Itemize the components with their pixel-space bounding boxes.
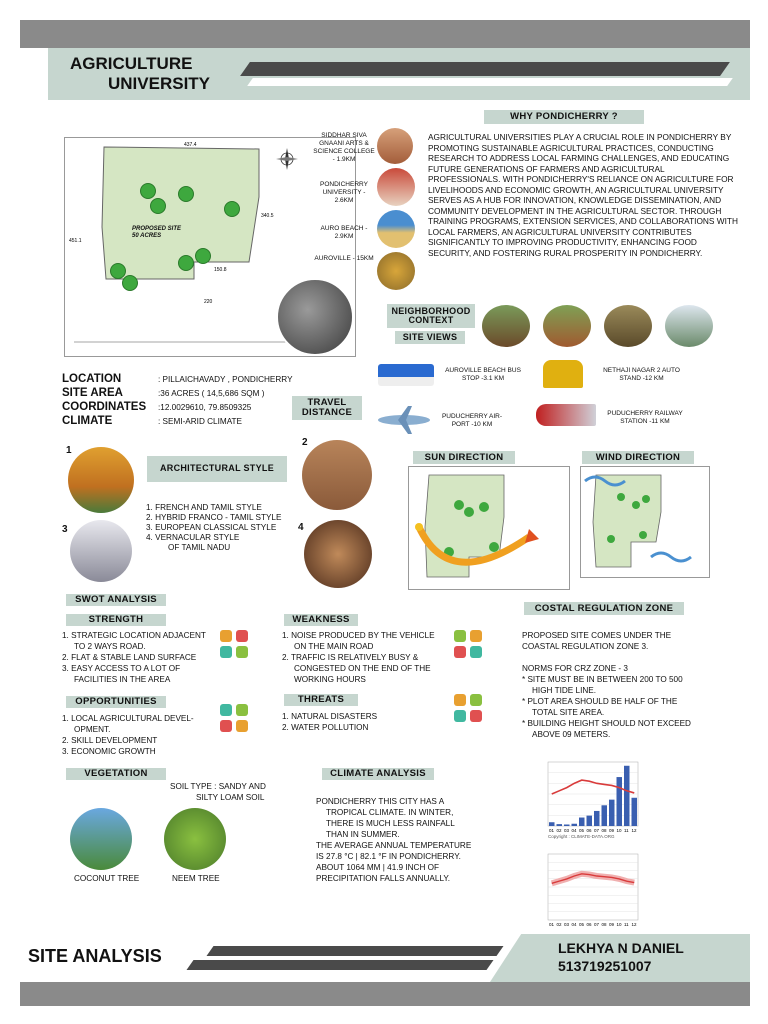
sun-direction-diagram [408,466,570,590]
x-tick-label: 04 [571,922,577,927]
tree-marker [150,198,166,214]
crz-heading: COSTAL REGULATION ZONE [524,602,684,615]
opportunities-heading: OPPORTUNITIES [66,696,166,708]
swot-opportunities-icon [220,704,250,734]
arch-photo-4 [304,520,372,588]
footer-title: SITE ANALYSIS [28,946,162,966]
site-plan-label: PROPOSED SITE 50 ACRES [132,226,182,239]
x-tick-label: 09 [609,828,615,833]
crz-line-8: TOTAL SITE AREA. [532,708,605,717]
tree-marker [122,275,138,291]
x-tick-label: 06 [586,922,592,927]
x-tick-label: 10 [616,828,622,833]
threats-line-2: 2. WATER POLLUTION [282,723,369,732]
travel-railway-label: PUDUCHERRY RAILWAY STATION -11 KM [607,410,683,425]
x-tick-label: 01 [549,828,555,833]
fact-value-site-area: :36 ACRES ( 14,5,686 SQM ) [158,389,265,398]
fact-label-climate: CLIMATE [62,415,113,427]
fact-value-coordinates: :12.0029610, 79.8509325 [158,403,252,412]
x-tick-label: 05 [579,922,585,927]
climate-heading: CLIMATE ANALYSIS [322,768,434,780]
x-tick-label: 02 [556,828,562,833]
fact-label-site-area: SITE AREA [62,387,123,399]
threats-heading: THREATS [284,694,358,706]
swot-heading: SWOT ANALYSIS [66,594,166,606]
opportunities-line-4: 3. ECONOMIC GROWTH [62,747,156,756]
strength-line-2: TO 2 WAYS ROAD. [74,642,146,651]
fact-label-location: LOCATION [62,373,122,385]
weakness-line-5: WORKING HOURS [294,675,366,684]
title-band-white-stripe [247,78,733,86]
x-tick-label: 11 [624,828,629,833]
opportunities-line-1: 1. LOCAL AGRICULTURAL DEVEL- [62,714,194,723]
climate-line-4: THAN IN SUMMER. [326,830,400,839]
site-view-photo [604,305,652,347]
college-photo [377,128,413,164]
climate-chart-rain-temp [512,758,728,840]
soil-line-1: SOIL TYPE : SANDY AND [170,782,266,791]
arch-number-2: 2 [302,437,308,448]
why-heading: WHY PONDICHERRY ? [484,110,644,124]
climate-line-7: ABOUT 1064 MM | 41.9 INCH OF [316,863,440,872]
crz-line-10: ABOVE 09 METERS. [532,730,611,739]
x-tick-label: 01 [549,922,555,927]
swot-threats-icon [454,694,484,724]
svg-text:340.5: 340.5 [261,213,274,219]
x-tick-label: 09 [609,922,615,927]
x-tick-label: 07 [594,828,600,833]
tree-marker [224,201,240,217]
site-view-photo [482,305,530,347]
footer-dark-stripe [186,960,493,970]
arch-photo-3 [70,520,132,582]
rain-bar [609,800,615,826]
coconut-tree-label: COCONUT TREE [74,874,140,883]
threats-line-1: 1. NATURAL DISASTERS [282,712,378,721]
travel-airport-label: PUDUCHERRY AIR-PORT -10 KM [441,413,503,428]
climate-line-5: THE AVERAGE ANNUAL TEMPERATURE [316,841,472,850]
x-tick-label: 05 [579,828,585,833]
strength-heading: STRENGTH [66,614,166,626]
chart-copyright: Copyright : CLIMATE-DATA.ORG [548,834,615,839]
soil-line-2: SILTY LOAM SOIL [196,793,265,802]
x-tick-label: 12 [631,922,637,927]
crz-line-2: COASTAL REGULATION ZONE 3. [522,642,649,651]
crz-line-6: HIGH TIDE LINE. [532,686,596,695]
rain-bar [594,811,600,826]
weakness-heading: WEAKNESS [284,614,358,626]
crz-line-9: * BUILDING HEIGHT SHOULD NOT EXCEED [522,719,691,728]
svg-text:150.8: 150.8 [214,267,227,273]
airplane-icon [376,404,432,436]
svg-text:220: 220 [204,299,213,305]
wind-direction-diagram [580,466,710,578]
title-band-dark-stripe [240,62,730,76]
top-gray-band [20,20,750,48]
page-title-line2: UNIVERSITY [108,74,211,93]
opportunities-line-2: OPMENT. [74,725,111,734]
x-tick-label: 06 [586,828,592,833]
site-dim-top: 437.4 [184,142,197,148]
weakness-line-1: 1. NOISE PRODUCED BY THE VEHICLE [282,631,435,640]
beach-photo [377,210,415,248]
site-views-heading: SITE VIEWS [395,331,465,344]
bus-icon [378,364,434,386]
neem-tree-photo [164,808,226,870]
nearby-2-label: PONDICHERRY UNIVERSITY - 2.6KM [320,181,368,204]
arch-photo-1 [68,447,134,513]
swot-weakness-icon [454,630,484,660]
swot-strength-icon [220,630,250,660]
climate-line-8: PRECIPITATION FALLS ANNUALLY. [316,874,451,883]
opportunities-line-3: 2. SKILL DEVELOPMENT [62,736,158,745]
nearby-4-label: AUROVILLE - 15KM [314,255,374,262]
rain-bar [632,798,638,826]
travel-auto-label: NETHAJI NAGAR 2 AUTO STAND -12 KM [603,367,680,382]
coconut-tree-photo [70,808,132,870]
x-tick-label: 10 [616,922,622,927]
tree-marker [195,248,211,264]
svg-text:451.1: 451.1 [69,238,82,244]
rain-bar [572,824,578,826]
auto-rickshaw-icon [543,360,583,388]
strength-line-3: 2. FLAT & STABLE LAND SURFACE [62,653,197,662]
rain-bar [564,824,570,826]
satellite-map-image [276,278,354,356]
neem-tree-label: NEEM TREE [172,874,220,883]
x-tick-label: 11 [624,922,629,927]
neighborhood-heading: NEIGHBORHOOD CONTEXT [387,304,475,328]
climate-line-2: TROPICAL CLIMATE. IN WINTER, [326,808,454,817]
climate-line-3: THERE IS MUCH LESS RAINFALL [326,819,455,828]
sun-direction-heading: SUN DIRECTION [413,451,515,464]
rain-bar [557,824,563,826]
fact-label-coordinates: COORDINATES [62,401,147,413]
page-title-line1: AGRICULTURE [70,54,193,73]
arch-item-2: 2. HYBRID FRANCO - TAMIL STYLE [146,513,282,522]
x-tick-label: 07 [594,922,600,927]
tree-marker [178,186,194,202]
crz-line-7: * PLOT AREA SHOULD BE HALF OF THE [522,697,678,706]
strength-line-1: 1. STRATEGIC LOCATION ADJACENT [62,631,206,640]
arch-item-1: 1. FRENCH AND TAMIL STYLE [146,503,262,512]
crz-line-1: PROPOSED SITE COMES UNDER THE [522,631,672,640]
x-tick-label: 08 [601,828,607,833]
rain-bar [579,818,585,826]
arch-number-4: 4 [298,522,304,533]
arch-item-4-cont: OF TAMIL NADU [168,543,231,552]
why-body: AGRICULTURAL UNIVERSITIES PLAY A CRUCIAL ROLE IN PONDICHERRY BY PROMOTING SUSTAINABLE AGRICULTURAL PRACTICES, CONDUCTING RESEARCH TO ADDRESS LOCAL FARMING CHALLENGES, AND EDUCATING FUTURE GENERATIONS OF FARMERS AND AGRICULTURAL PROFESSIONALS. WITH PONDICHERRY'S RELIANCE ON AGRICULTURE FOR LIVELIHOODS AND ECONOMIC GROWTH, AN AGRICULTURAL UNIVERSITY SERVES AS A HUB FOR INNOVATION, KNOWLEDGE DISSEMINATION, AND COMMUNITY DEVELOPMENT IN THE AGRICULTURAL SECTOR. THROUGH TRAINING PROGRAMS, EXTENSION SERVICES, AND COLLABORATIONS WITH LOCAL FARMERS, AN AGRICULTURAL UNIVERSITY CONTRIBUTES SIGNIFICANTLY TO IMPROVING PRODUCTIVITY, ENHANCING FOOD SECURITY, AND FOSTERING RURAL PROSPERITY IN PONDICHERRY. [428,132,738,258]
train-icon [536,404,596,426]
rain-bar [602,805,608,826]
crz-line-5: * SITE MUST BE IN BETWEEN 200 TO 500 [522,675,683,684]
north-arrow-icon [276,148,298,170]
climate-chart-temperature [512,850,652,932]
university-photo [377,168,415,206]
x-tick-label: 04 [571,828,577,833]
travel-bus-label: AUROVILLE BEACH BUS STOP -3.1 KM [445,367,521,382]
fact-value-location: : PILLAICHAVADY , PONDICHERRY [158,375,293,384]
strength-line-4: 3. EASY ACCESS TO A LOT OF [62,664,181,673]
site-view-photo [543,305,591,347]
nearby-3-label: AURO BEACH - 2.9KM [320,225,368,240]
x-tick-label: 03 [564,828,570,833]
footer-id: 513719251007 [558,958,652,974]
x-tick-label: 02 [556,922,562,927]
bottom-gray-band [20,982,750,1006]
architecture-heading: ARCHITECTURAL STYLE [147,456,287,482]
rain-bar [624,766,630,826]
footer-dark-stripe [206,946,503,956]
tree-marker [178,255,194,271]
x-tick-label: 12 [631,828,637,833]
rain-bar [549,822,555,826]
tree-marker [140,183,156,199]
fact-value-climate: : SEMI-ARID CLIMATE [158,417,243,426]
weakness-line-4: CONGESTED ON THE END OF THE [294,664,431,673]
rain-bar [587,816,593,826]
arch-number-1: 1 [66,445,72,456]
arch-number-3: 3 [62,524,68,535]
x-tick-label: 03 [564,922,570,927]
arch-item-4: 4. VERNACULAR STYLE [146,533,240,542]
footer-author: LEKHYA N DANIEL [558,940,684,956]
vegetation-heading: VEGETATION [66,768,166,780]
climate-line-6: IS 27.8 °C | 82.1 °F IN PONDICHERRY. [316,852,461,861]
weakness-line-3: 2. TRAFFIC IS RELATIVELY BUSY & [282,653,419,662]
arch-item-3: 3. EUROPEAN CLASSICAL STYLE [146,523,277,532]
strength-line-5: FACILITIES IN THE AREA [74,675,171,684]
crz-line-4: NORMS FOR CRZ ZONE - 3 [522,664,628,673]
rain-bar [617,777,623,826]
site-view-photo [665,305,713,347]
travel-heading: TRAVEL DISTANCE [292,396,362,420]
wind-direction-heading: WIND DIRECTION [582,451,694,464]
weakness-line-2: ON THE MAIN ROAD [294,642,374,651]
arch-photo-2 [302,440,372,510]
auroville-photo [377,252,415,290]
nearby-1-label: SIDDHAR SIVA GNAANI ARTS & SCIENCE COLLEGE - 1.9KM [313,132,375,163]
x-tick-label: 08 [601,922,607,927]
climate-line-1: PONDICHERRY THIS CITY HAS A [316,797,445,806]
